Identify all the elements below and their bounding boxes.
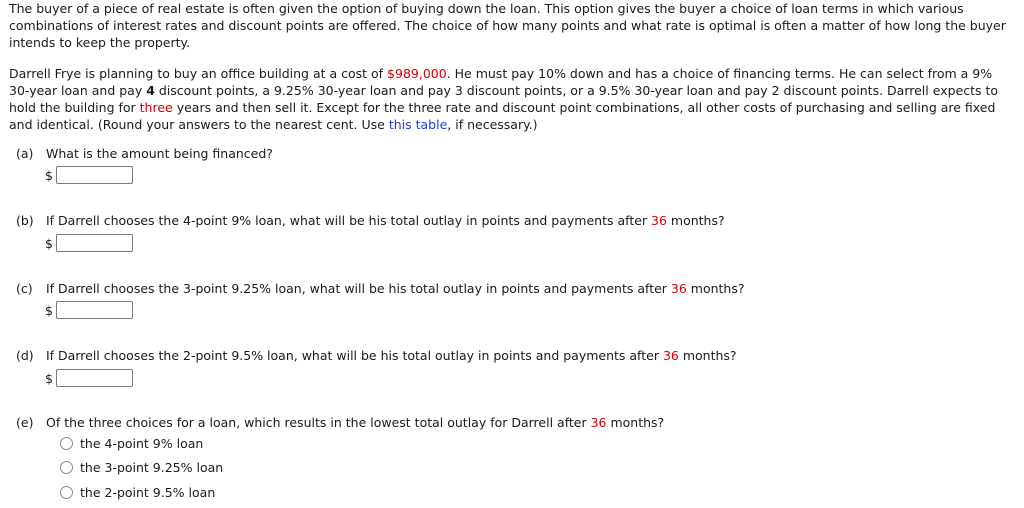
question-letter: (e) bbox=[16, 415, 34, 430]
months-value: 36 bbox=[651, 213, 667, 228]
question-b bbox=[16, 212, 725, 229]
intro-paragraph: The buyer of a piece of real estate is often given the option of buying down the loan. This option gives the buyer a choice of loan terms in which various combinations of interest rates and discount points are offered. The choice of how many points and what rate is optimal is often a matter of how long the buyer intends to keep the property. bbox=[9, 1, 1006, 50]
question-d bbox=[16, 347, 737, 364]
question-text: Of the three choices for a loan, which results in the lowest total outlay for Darrell after bbox=[46, 415, 591, 430]
problem-text-1: Darrell Frye is planning to buy an office building at a cost of bbox=[9, 66, 388, 81]
question-letter: (c) bbox=[16, 281, 33, 296]
table-link[interactable]: this table bbox=[388, 117, 448, 132]
answer-input-c[interactable] bbox=[56, 301, 133, 319]
question-text: If Darrell chooses the 2-point 9.5% loan, what will be his total outlay in points and payments after bbox=[46, 348, 663, 363]
problem-text-4: years and then sell it. Except for the three rate and discount point combinations, all other costs of purchasing and selling are fixed and identical. (Round your answers to the nearest cent. Use bbox=[9, 100, 996, 132]
radio-button[interactable] bbox=[60, 437, 73, 450]
question-letter: (b) bbox=[16, 213, 34, 228]
question-text: What is the amount being financed? bbox=[46, 146, 273, 161]
question-a bbox=[16, 145, 273, 162]
question-letter: (a) bbox=[16, 146, 34, 161]
question-text-end: months? bbox=[678, 348, 737, 363]
answer-input-d[interactable] bbox=[56, 369, 133, 387]
answer-input-a[interactable] bbox=[56, 166, 133, 184]
question-text-end: months? bbox=[686, 281, 745, 296]
months-value: 36 bbox=[662, 348, 679, 363]
question-e bbox=[16, 414, 664, 431]
option-label: the 4-point 9% loan bbox=[80, 436, 204, 451]
months-value: 36 bbox=[590, 415, 607, 430]
radio-button[interactable] bbox=[60, 486, 73, 499]
problem-text-2: . He must pay 10% down and has a choice of financing terms. He can select from a 9% 30-year loan and pay bbox=[9, 66, 993, 98]
discount-points: 4 bbox=[146, 83, 155, 98]
question-letter: (d) bbox=[16, 348, 34, 363]
problem-text-5: , if necessary.) bbox=[447, 117, 538, 132]
problem-paragraph bbox=[9, 65, 1015, 133]
months-value: 36 bbox=[670, 281, 687, 296]
dollar-sign: $ bbox=[45, 236, 53, 251]
answer-input-b[interactable] bbox=[56, 234, 133, 252]
question-text-end: months? bbox=[606, 415, 665, 430]
question-text-end: months? bbox=[666, 213, 725, 228]
question-c bbox=[16, 280, 745, 297]
holding-years: three bbox=[139, 100, 173, 115]
dollar-sign: $ bbox=[45, 303, 53, 318]
dollar-sign: $ bbox=[45, 371, 53, 386]
dollar-sign: $ bbox=[45, 168, 53, 183]
option-label: the 3-point 9.25% loan bbox=[80, 460, 224, 475]
problem-text-3: discount points, a 9.25% 30-year loan and pay 3 discount points, or a 9.5% 30-year loan and pay 2 discount points. Darrell expects to hold the building for bbox=[9, 83, 999, 115]
question-text: If Darrell chooses the 3-point 9.25% loan, what will be his total outlay in points and payments after bbox=[46, 281, 671, 296]
radio-button[interactable] bbox=[60, 461, 73, 474]
option-label: the 2-point 9.5% loan bbox=[80, 485, 216, 500]
question-text: If Darrell chooses the 4-point 9% loan, what will be his total outlay in points and payments after bbox=[46, 213, 652, 228]
building-cost: $989,000 bbox=[387, 66, 447, 81]
